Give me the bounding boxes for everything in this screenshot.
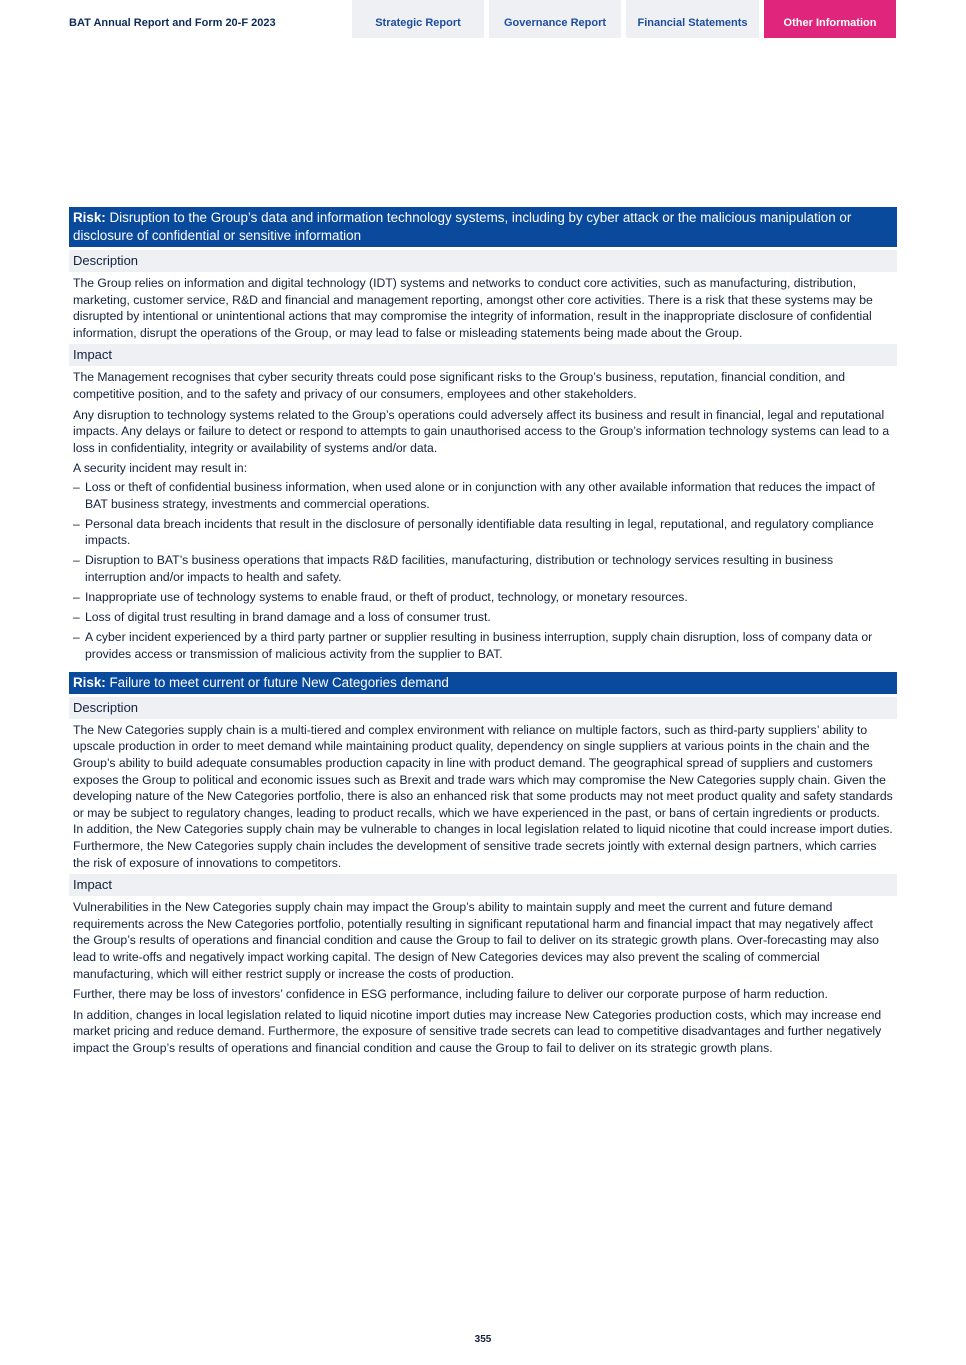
list-item [73, 479, 893, 512]
dash-bullet: – [73, 516, 80, 531]
list-item [73, 609, 893, 626]
impact-paragraph: Further, there may be loss of investors’ confidence in ESG performance, including failure to deliver our corporate purpose of harm reduction. [73, 987, 828, 1002]
risk-prefix: Risk: [73, 210, 106, 225]
dash-bullet: – [73, 553, 80, 568]
tab-financial-statements[interactable]: Financial Statements [626, 0, 759, 38]
list-item [73, 589, 893, 606]
impact-paragraph: A security incident may result in: [73, 461, 248, 476]
impact-heading: Impact [69, 874, 897, 896]
description-text: The Group relies on information and digital technology (IDT) systems and networks to conduct core activities, such as manufacturing, distribution, marketing, customer service, R&D and financial and management reporting, amongst other core activities. There is a risk that these systems may be disrupted by intentional or unintentional actions that may compromise the integrity of information, result in the inappropriate disclosure of confidential information, disrupt the operations of the Group, or may lead to false or misleading statements being made about the Group. [73, 276, 873, 340]
impact-heading: Impact [69, 344, 897, 366]
list-item-text: Disruption to BAT’s business operations that impacts R&D facilities, manufacturing, distribution or technology services resulting in business interruption and/or impacts to health and safety. [85, 553, 834, 584]
list-item [73, 552, 893, 585]
list-item-text: Personal data breach incidents that result in the disclosure of personally identifiable data resulting in legal, reputational, and regulatory compliance impacts. [85, 516, 874, 548]
dash-bullet: – [73, 479, 80, 494]
page-number: 355 [474, 1334, 492, 1345]
list-item-text: A cyber incident experienced by a third party partner or supplier resulting in business interruption, supply chain disruption, loss of company data or provides access or transmission of malicious activity from the supplier to BAT. [85, 630, 873, 661]
list-item [73, 629, 893, 662]
description-heading: Description [69, 697, 897, 719]
risk-title-bar [69, 207, 897, 247]
description-text: The New Categories supply chain is a multi-tiered and complex environment with reliance on multiple factors, such as third-party suppliers’ ability to upscale production in order to meet demand while maintaining product quality, dependency on single suppliers at various points in the chain and the Group’s ability to build adequate consumables production capacity in line with product demand. The geographical spread of suppliers and customers exposes the Group to political and economic issues such as Brexit and trade wars which may compromise the New Categories supply chain. Given the developing nature of the New Categories portfolio, there is also an enhanced risk that some products may not meet product quality and safety standards or may be subject to regulatory changes, leading to product recalls, which we have experienced in the past, or bans of certain ingredients or products. In addition, the New Categories supply chain may be vulnerable to changes in local legislation related to liquid nicotine that could increase import duties. Furthermore, the New Categories supply chain includes the development of sensitive trade secrets jointly with external design partners, which carries the risk of exposure of innovations to competitors. [73, 722, 893, 870]
dash-bullet: – [73, 630, 80, 645]
dash-bullet: – [73, 610, 80, 625]
list-item-text: Inappropriate use of technology systems to enable fraud, or theft of product, technology, or monetary resources. [85, 590, 688, 604]
description-heading: Description [69, 250, 897, 272]
impact-paragraph: In addition, changes in local legislation related to liquid nicotine import duties may increase New Categories production costs, which may increase end market pricing and reduce demand. Furthermore, the exposure of sensitive trade secrets can lead to competitive disadvantages and further negatively impact the Group’s results of operations and financial condition and cause the Group to fail to deliver on its strategic growth plans. [73, 1007, 882, 1055]
tab-strategic-report[interactable]: Strategic Report [352, 0, 484, 38]
impact-paragraph: The Management recognises that cyber security threats could pose significant risks to the Group’s business, reputation, financial condition, and competitive position, and to the safety and privacy of our consumers, employees and other stakeholders. [73, 370, 846, 401]
risk-title: Failure to meet current or future New Categories demand [109, 674, 449, 690]
impact-list [69, 477, 897, 662]
impact-paragraph: Any disruption to technology systems related to the Group’s operations could adversely affect its business and result in financial, legal and reputational impacts. Any delays or failure to detect or respond to attempts to gain unauthorised access to the Group’s information technology systems can lead to a loss in confidentiality, integrity or availability of systems and/or data. [73, 407, 890, 455]
impact-paragraph: Vulnerabilities in the New Categories supply chain may impact the Group’s ability to maintain supply and meet the current and future demand requirements across the New Categories portfolio, potentially resulting in significant reputational harm and financial impact that may negatively affect the Group’s results of operations and financial condition and cause the Group to fail to deliver on its strategic growth plans. Over-forecasting may also lead to write-offs and negatively impact working capital. The design of New Categories devices may also prevent the scaling of commercial manufacturing, which will either restrict supply or increase the costs of production. [73, 900, 879, 981]
tab-governance-report[interactable]: Governance Report [489, 0, 621, 38]
document-title: BAT Annual Report and Form 20-F 2023 [69, 17, 276, 29]
risk-title-bar [69, 672, 897, 694]
list-item-text: Loss or theft of confidential business information, when used alone or in conjunction with any other available information that reduces the impact of BAT business strategy, investments and commercial operations. [85, 479, 875, 511]
tab-other-information[interactable]: Other Information [764, 0, 896, 38]
risk-title: Disruption to the Group’s data and information technology systems, including by cyber attack or the malicious manipulation or disclosure of confidential or sensitive information [73, 210, 852, 243]
dash-bullet: – [73, 590, 80, 604]
risk-prefix: Risk: [73, 674, 106, 690]
top-navigation [0, 0, 966, 38]
page-content [69, 207, 897, 1057]
list-item-text: Loss of digital trust resulting in brand damage and a loss of consumer trust. [85, 610, 491, 625]
list-item [73, 516, 893, 549]
